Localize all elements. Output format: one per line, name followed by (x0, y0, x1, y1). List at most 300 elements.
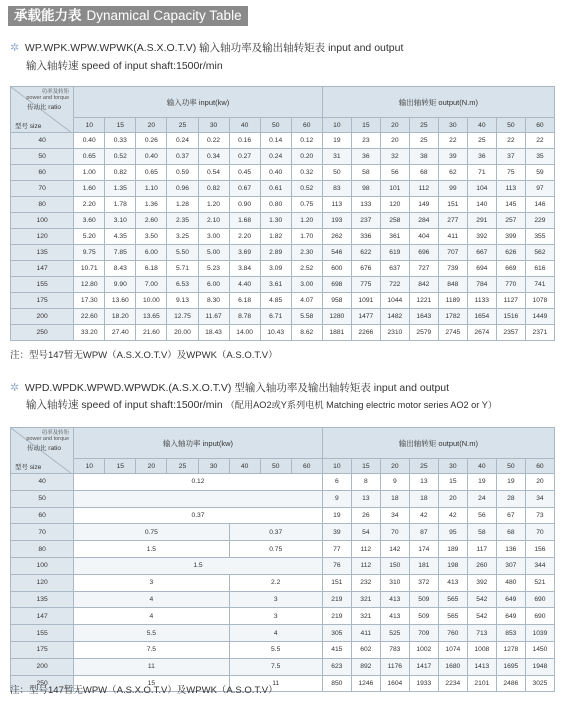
size-cell: 135 (11, 591, 74, 608)
power-cell: 6.18 (229, 293, 260, 309)
power-cell: 0.16 (229, 133, 260, 149)
power-cell: 1.78 (105, 197, 136, 213)
table-row (11, 181, 555, 197)
torque-cell: 521 (525, 574, 554, 591)
power-cell (74, 490, 323, 507)
size-cell: 147 (11, 608, 74, 625)
torque-cell: 784 (467, 277, 496, 293)
power-cell: 4.35 (105, 229, 136, 245)
torque-cell: 411 (438, 229, 467, 245)
torque-cell: 56 (380, 165, 409, 181)
power-cell: 0.65 (136, 165, 167, 181)
power-cell: 3.25 (167, 229, 198, 245)
torque-cell: 696 (409, 245, 438, 261)
torque-cell: 1695 (496, 658, 525, 675)
torque-cell: 20 (438, 490, 467, 507)
torque-cell: 112 (351, 557, 380, 574)
power-cell: 2.89 (260, 245, 291, 261)
torque-cell: 151 (322, 574, 351, 591)
torque-cell: 219 (322, 591, 351, 608)
torque-cell: 24 (467, 490, 496, 507)
power-ratio-header: 20 (136, 459, 167, 474)
torque-cell: 1133 (467, 293, 496, 309)
torque-cell: 676 (351, 261, 380, 277)
torque-cell: 156 (525, 541, 554, 558)
size-cell: 40 (11, 474, 74, 491)
size-cell: 60 (11, 165, 74, 181)
torque-cell: 32 (380, 149, 409, 165)
torque-group-header: 输出轴转矩 output(N.m) (322, 428, 554, 459)
torque-cell: 39 (438, 149, 467, 165)
power-cell: 3.09 (260, 261, 291, 277)
power-cell: 0.37 (74, 507, 323, 524)
power-cell: 0.54 (198, 165, 229, 181)
torque-cell: 649 (496, 591, 525, 608)
power-cell: 0.75 (291, 197, 322, 213)
torque-cell: 1881 (322, 325, 351, 341)
torque-cell: 411 (351, 625, 380, 642)
torque-cell: 13 (409, 474, 438, 491)
torque-cell: 1246 (351, 675, 380, 692)
torque-cell: 509 (409, 608, 438, 625)
table-row (11, 277, 555, 293)
torque-ratio-header: 25 (409, 459, 438, 474)
torque-cell: 31 (322, 149, 351, 165)
power-cell: 20.00 (167, 325, 198, 341)
torque-cell: 850 (322, 675, 351, 692)
table-row (11, 574, 555, 591)
power-cell: 1.82 (260, 229, 291, 245)
torque-cell: 133 (351, 197, 380, 213)
torque-cell: 15 (438, 474, 467, 491)
table-row (11, 591, 555, 608)
torque-cell: 361 (380, 229, 409, 245)
torque-cell: 415 (322, 641, 351, 658)
torque-cell: 18 (409, 490, 438, 507)
size-cell: 120 (11, 574, 74, 591)
power-ratio-header: 10 (74, 459, 105, 474)
power-group-header: 输入功率 input(kw) (74, 87, 323, 118)
torque-cell: 120 (380, 197, 409, 213)
torque-ratio-header: 10 (322, 459, 351, 474)
torque-cell: 619 (380, 245, 409, 261)
power-cell: 4.07 (291, 293, 322, 309)
torque-cell: 77 (322, 541, 351, 558)
torque-ratio-header: 15 (351, 118, 380, 133)
table-row (11, 474, 555, 491)
section2-heading-line (10, 380, 449, 396)
torque-cell: 76 (322, 557, 351, 574)
torque-cell: 20 (380, 133, 409, 149)
torque-cell: 760 (438, 625, 467, 642)
torque-ratio-header: 50 (496, 118, 525, 133)
size-cell: 70 (11, 181, 74, 197)
power-ratio-header: 50 (260, 459, 291, 474)
torque-ratio-header: 25 (409, 118, 438, 133)
torque-cell: 305 (322, 625, 351, 642)
torque-cell: 22 (525, 133, 554, 149)
table-row (11, 213, 555, 229)
power-cell: 5.23 (198, 261, 229, 277)
power-cell: 0.67 (229, 181, 260, 197)
torque-cell: 2371 (525, 325, 554, 341)
torque-cell: 694 (467, 261, 496, 277)
torque-cell: 260 (467, 557, 496, 574)
torque-cell: 722 (380, 277, 409, 293)
power-cell: 15 (74, 675, 229, 692)
torque-cell: 727 (409, 261, 438, 277)
power-cell: 17.30 (74, 293, 105, 309)
power-cell: 0.34 (198, 149, 229, 165)
torque-cell: 622 (351, 245, 380, 261)
corner-top-cn: 功率及转矩 (41, 430, 70, 436)
power-cell: 7.5 (74, 641, 229, 658)
section2-subheading-motor: （配用AO2或Y系列电机 Matching electric motor series AO2 or Y） (225, 400, 498, 410)
power-cell: 5.00 (198, 245, 229, 261)
power-cell: 5.58 (291, 309, 322, 325)
torque-cell: 667 (467, 245, 496, 261)
torque-cell: 26 (351, 507, 380, 524)
torque-ratio-header: 50 (496, 459, 525, 474)
torque-cell: 9 (380, 474, 409, 491)
torque-cell: 565 (438, 591, 467, 608)
torque-cell: 219 (322, 608, 351, 625)
torque-cell: 623 (322, 658, 351, 675)
power-cell: 1.35 (105, 181, 136, 197)
torque-cell: 404 (409, 229, 438, 245)
torque-cell: 1221 (409, 293, 438, 309)
power-cell: 2.30 (291, 245, 322, 261)
torque-cell: 97 (525, 181, 554, 197)
power-cell: 1.36 (136, 197, 167, 213)
section1-table (10, 86, 555, 341)
torque-cell: 42 (438, 507, 467, 524)
power-cell: 1.5 (74, 541, 229, 558)
torque-cell: 565 (438, 608, 467, 625)
power-cell: 1.20 (291, 213, 322, 229)
torque-ratio-header: 30 (438, 459, 467, 474)
torque-cell: 413 (438, 574, 467, 591)
torque-cell: 1654 (467, 309, 496, 325)
torque-cell: 19 (322, 507, 351, 524)
torque-cell: 291 (467, 213, 496, 229)
power-group-header: 输入轴功率 input(kw) (74, 428, 323, 459)
torque-ratio-header: 60 (525, 459, 554, 474)
torque-cell: 20 (525, 474, 554, 491)
power-cell: 8.43 (105, 261, 136, 277)
power-ratio-header: 15 (105, 118, 136, 133)
power-cell: 0.45 (229, 165, 260, 181)
torque-cell: 741 (525, 277, 554, 293)
torque-cell: 616 (525, 261, 554, 277)
torque-cell: 146 (525, 197, 554, 213)
torque-ratio-header: 15 (351, 459, 380, 474)
torque-cell: 669 (496, 261, 525, 277)
torque-cell: 104 (467, 181, 496, 197)
torque-ratio-header: 30 (438, 118, 467, 133)
torque-cell: 1091 (351, 293, 380, 309)
torque-ratio-header: 20 (380, 459, 409, 474)
power-cell: 1.28 (167, 197, 198, 213)
power-ratio-header: 50 (260, 118, 291, 133)
torque-ratio-header: 10 (322, 118, 351, 133)
power-cell: 2.52 (291, 261, 322, 277)
torque-cell: 8 (351, 474, 380, 491)
torque-cell: 1643 (409, 309, 438, 325)
torque-cell: 713 (467, 625, 496, 642)
size-cell: 100 (11, 213, 74, 229)
torque-cell: 307 (496, 557, 525, 574)
power-cell: 7.00 (136, 277, 167, 293)
torque-cell: 38 (409, 149, 438, 165)
power-cell: 2.2 (229, 574, 322, 591)
torque-cell: 75 (496, 165, 525, 181)
torque-cell: 28 (496, 490, 525, 507)
size-cell: 175 (11, 293, 74, 309)
torque-cell: 355 (525, 229, 554, 245)
torque-cell: 257 (496, 213, 525, 229)
corner-top-en: power and torque (26, 436, 70, 442)
torque-cell: 36 (467, 149, 496, 165)
torque-cell: 22 (496, 133, 525, 149)
power-cell: 3.50 (136, 229, 167, 245)
power-cell: 0.82 (198, 181, 229, 197)
size-cell: 70 (11, 524, 74, 541)
torque-ratio-header: 20 (380, 118, 409, 133)
torque-cell: 739 (438, 261, 467, 277)
power-cell: 13.65 (136, 309, 167, 325)
torque-cell: 71 (467, 165, 496, 181)
power-cell: 14.00 (229, 325, 260, 341)
power-cell: 0.37 (167, 149, 198, 165)
power-cell: 27.40 (105, 325, 136, 341)
torque-cell: 145 (496, 197, 525, 213)
torque-cell: 62 (438, 165, 467, 181)
torque-group-header: 输出轴转矩 output(N.m) (322, 87, 554, 118)
power-cell: 1.00 (74, 165, 105, 181)
torque-ratio-header: 60 (525, 118, 554, 133)
torque-cell: 1782 (438, 309, 467, 325)
table-row (11, 325, 555, 341)
power-cell: 0.40 (74, 133, 105, 149)
table-row (11, 490, 555, 507)
corner-size-label: 型号 size (15, 464, 42, 471)
torque-cell: 1516 (496, 309, 525, 325)
power-cell: 4 (74, 608, 229, 625)
torque-cell: 67 (496, 507, 525, 524)
torque-cell: 189 (438, 541, 467, 558)
power-cell: 0.75 (74, 524, 229, 541)
torque-cell: 113 (496, 181, 525, 197)
torque-cell: 19 (322, 133, 351, 149)
power-cell: 6.18 (136, 261, 167, 277)
corner-ratio-label: 传动比 ratio (27, 445, 61, 452)
gear-icon: ✲ (10, 382, 20, 394)
torque-cell: 1477 (351, 309, 380, 325)
size-cell: 147 (11, 261, 74, 277)
table-row (11, 293, 555, 309)
table-row (11, 197, 555, 213)
torque-cell: 87 (409, 524, 438, 541)
torque-cell: 690 (525, 591, 554, 608)
ratio-header-row (11, 459, 555, 474)
power-cell: 11.67 (198, 309, 229, 325)
torque-cell: 1482 (380, 309, 409, 325)
torque-cell: 336 (351, 229, 380, 245)
table-row (11, 641, 555, 658)
power-ratio-header: 15 (105, 459, 136, 474)
power-ratio-header: 60 (291, 459, 322, 474)
size-cell: 60 (11, 507, 74, 524)
torque-cell: 321 (351, 608, 380, 625)
torque-cell: 83 (322, 181, 351, 197)
power-cell: 3.69 (229, 245, 260, 261)
torque-cell: 98 (351, 181, 380, 197)
power-cell: 0.75 (229, 541, 322, 558)
size-cell: 40 (11, 133, 74, 149)
torque-cell: 707 (438, 245, 467, 261)
torque-cell: 690 (525, 608, 554, 625)
power-cell: 2.35 (167, 213, 198, 229)
table-corner-cell (11, 87, 74, 133)
power-cell: 0.40 (136, 149, 167, 165)
power-cell: 12.75 (167, 309, 198, 325)
power-cell: 0.61 (260, 181, 291, 197)
power-cell: 1.20 (198, 197, 229, 213)
size-cell: 200 (11, 658, 74, 675)
power-ratio-header: 10 (74, 118, 105, 133)
torque-cell: 344 (525, 557, 554, 574)
corner-top-en: power and torque (26, 95, 70, 101)
torque-cell: 1074 (438, 641, 467, 658)
power-ratio-header: 25 (167, 459, 198, 474)
table-row (11, 245, 555, 261)
torque-cell: 1417 (409, 658, 438, 675)
size-cell: 80 (11, 197, 74, 213)
torque-cell: 542 (467, 591, 496, 608)
torque-cell: 174 (409, 541, 438, 558)
torque-cell: 1002 (409, 641, 438, 658)
torque-cell: 848 (438, 277, 467, 293)
power-cell: 3.00 (291, 277, 322, 293)
torque-cell: 2310 (380, 325, 409, 341)
torque-cell: 1008 (467, 641, 496, 658)
power-cell: 2.20 (229, 229, 260, 245)
power-ratio-header: 40 (229, 459, 260, 474)
section2-subheading: 输入轴转速 speed of input shaft:1500r/min (26, 399, 223, 411)
torque-cell: 42 (409, 507, 438, 524)
power-cell: 3.84 (229, 261, 260, 277)
torque-cell: 23 (351, 133, 380, 149)
power-cell: 0.82 (105, 165, 136, 181)
torque-cell: 58 (351, 165, 380, 181)
torque-cell: 775 (351, 277, 380, 293)
power-cell: 0.26 (136, 133, 167, 149)
torque-cell: 34 (380, 507, 409, 524)
power-cell: 9.13 (167, 293, 198, 309)
power-ratio-header: 30 (198, 459, 229, 474)
size-cell: 120 (11, 229, 74, 245)
torque-cell: 2486 (496, 675, 525, 692)
ratio-header-row (11, 118, 555, 133)
power-cell: 1.60 (74, 181, 105, 197)
torque-cell: 25 (467, 133, 496, 149)
table-row (11, 541, 555, 558)
power-cell: 0.40 (260, 165, 291, 181)
torque-cell: 1039 (525, 625, 554, 642)
torque-cell: 709 (409, 625, 438, 642)
torque-cell: 1449 (525, 309, 554, 325)
size-cell: 200 (11, 309, 74, 325)
power-cell: 0.24 (260, 149, 291, 165)
power-cell: 0.24 (167, 133, 198, 149)
torque-cell: 70 (380, 524, 409, 541)
torque-cell: 19 (496, 474, 525, 491)
torque-cell: 68 (409, 165, 438, 181)
power-cell: 10.71 (74, 261, 105, 277)
torque-cell: 892 (351, 658, 380, 675)
corner-top-cn: 功率及转矩 (41, 89, 70, 95)
torque-cell: 13 (351, 490, 380, 507)
power-cell: 22.60 (74, 309, 105, 325)
torque-cell: 232 (351, 574, 380, 591)
section1-subheading: 输入轴转速 speed of input shaft:1500r/min (26, 60, 223, 72)
corner-ratio-label: 传动比 ratio (27, 104, 61, 111)
table-row (11, 261, 555, 277)
torque-cell: 258 (380, 213, 409, 229)
torque-cell: 3025 (525, 675, 554, 692)
torque-cell: 198 (438, 557, 467, 574)
power-cell: 3.00 (198, 229, 229, 245)
power-cell: 0.14 (260, 133, 291, 149)
power-cell: 9.90 (105, 277, 136, 293)
torque-cell: 842 (409, 277, 438, 293)
torque-cell: 525 (380, 625, 409, 642)
power-cell: 3.61 (260, 277, 291, 293)
power-cell: 6.53 (167, 277, 198, 293)
power-cell: 18.43 (198, 325, 229, 341)
corner-top-label (26, 89, 69, 101)
page-title-en: Dynamical Capacity Table (86, 8, 242, 23)
size-cell: 100 (11, 557, 74, 574)
power-cell: 0.22 (198, 133, 229, 149)
power-cell: 4.85 (260, 293, 291, 309)
corner-top-label (26, 430, 69, 442)
table-row (11, 524, 555, 541)
power-cell: 10.00 (136, 293, 167, 309)
power-cell: 0.33 (105, 133, 136, 149)
torque-cell: 54 (351, 524, 380, 541)
power-cell: 8.78 (229, 309, 260, 325)
section1-note: 注：型号147暂无WPW（A.S.X.O.T.V）及WPWK（A.S.O.T.V） (10, 350, 278, 361)
torque-cell: 95 (438, 524, 467, 541)
power-cell: 0.59 (167, 165, 198, 181)
power-cell: 7.85 (105, 245, 136, 261)
torque-cell: 1948 (525, 658, 554, 675)
torque-cell: 1280 (322, 309, 351, 325)
power-cell: 6.00 (136, 245, 167, 261)
torque-cell: 34 (525, 490, 554, 507)
torque-cell: 542 (467, 608, 496, 625)
power-cell: 3 (229, 608, 322, 625)
torque-cell: 392 (467, 229, 496, 245)
power-cell: 0.90 (229, 197, 260, 213)
torque-cell: 1413 (467, 658, 496, 675)
torque-cell: 99 (438, 181, 467, 197)
power-cell: 10.43 (260, 325, 291, 341)
power-cell: 9.75 (74, 245, 105, 261)
power-cell: 11 (74, 658, 229, 675)
